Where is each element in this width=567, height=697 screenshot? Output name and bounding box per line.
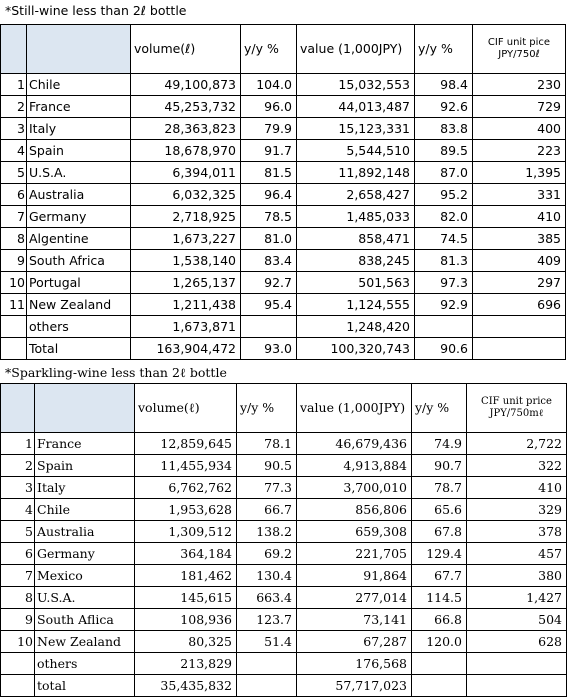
sparkling-wine-title: *Sparkling-wine less than 2ℓ bottle (5, 365, 227, 380)
value-cell: 659,308 (297, 521, 412, 543)
yy-value-cell: 74.9 (412, 433, 467, 455)
yy-volume-cell: 90.5 (237, 455, 297, 477)
cif-price-cell: 457 (467, 543, 567, 565)
value-cell: 5,544,510 (297, 140, 415, 162)
yy-volume-cell: 93.0 (241, 338, 297, 360)
table-row (1, 96, 566, 118)
yy-value-cell: 67.7 (412, 565, 467, 587)
table-row (1, 609, 567, 631)
sparkling-wine-table (0, 383, 567, 697)
rank-cell: 6 (1, 184, 27, 206)
country-cell: France (27, 96, 131, 118)
volume-cell: 2,718,925 (131, 206, 241, 228)
country-cell: New Zealand (35, 631, 135, 653)
volume-cell: 6,762,762 (135, 477, 237, 499)
rank-cell: 2 (1, 455, 35, 477)
country-cell: Algentine (27, 228, 131, 250)
rank-cell (1, 338, 27, 360)
cif-header-line2: JPY/750mℓ (489, 408, 544, 419)
volume-header: volume(ℓ) (135, 384, 237, 433)
country-cell: Chile (27, 74, 131, 96)
cif-price-cell: 378 (467, 521, 567, 543)
table-row (1, 74, 566, 96)
yy-value-cell: 74.5 (415, 228, 473, 250)
yy-value-cell (412, 675, 467, 697)
country-cell: Australia (27, 184, 131, 206)
cif-price-cell: 385 (473, 228, 566, 250)
cif-price-cell: 410 (473, 206, 566, 228)
yy-volume-cell: 81.5 (241, 162, 297, 184)
volume-cell: 1,211,438 (131, 294, 241, 316)
table-row (1, 433, 567, 455)
volume-cell: 6,394,011 (131, 162, 241, 184)
yy-volume-cell: 92.7 (241, 272, 297, 294)
volume-cell: 49,100,873 (131, 74, 241, 96)
table-row (1, 565, 567, 587)
volume-cell: 364,184 (135, 543, 237, 565)
header-row (1, 384, 567, 433)
country-cell: Chile (35, 499, 135, 521)
cif-price-cell (467, 675, 567, 697)
yy-volume-cell: 51.4 (237, 631, 297, 653)
country-cell: others (35, 653, 135, 675)
yy-value-cell: 90.6 (415, 338, 473, 360)
rank-cell: 4 (1, 499, 35, 521)
value-cell: 3,700,010 (297, 477, 412, 499)
rank-cell: 9 (1, 250, 27, 272)
cif-header-line1: CIF unit pice (487, 37, 551, 48)
yy-value-cell: 129.4 (412, 543, 467, 565)
table-row (1, 543, 567, 565)
yy-volume-cell: 663.4 (237, 587, 297, 609)
country-cell: Australia (35, 521, 135, 543)
rank-cell (1, 675, 35, 697)
yy-value-cell: 97.3 (415, 272, 473, 294)
yy-volume-cell: 95.4 (241, 294, 297, 316)
country-cell: total (35, 675, 135, 697)
rank-cell: 4 (1, 140, 27, 162)
table-row (1, 675, 567, 697)
rank-cell: 8 (1, 228, 27, 250)
yy-value-cell: 87.0 (415, 162, 473, 184)
yy-volume-cell: 96.4 (241, 184, 297, 206)
cif-price-cell: 230 (473, 74, 566, 96)
yy-volume-cell: 96.0 (241, 96, 297, 118)
volume-cell: 145,615 (135, 587, 237, 609)
volume-cell: 1,953,628 (135, 499, 237, 521)
value-cell: 1,124,555 (297, 294, 415, 316)
yy-value-cell: 95.2 (415, 184, 473, 206)
rank-cell: 2 (1, 96, 27, 118)
volume-cell: 28,363,823 (131, 118, 241, 140)
yy-value-header: y/y % (415, 25, 473, 74)
value-cell: 176,568 (297, 653, 412, 675)
cif-unit-price-header (473, 25, 566, 74)
table-row (1, 653, 567, 675)
cif-price-cell: 400 (473, 118, 566, 140)
volume-cell: 80,325 (135, 631, 237, 653)
table-row (1, 338, 566, 360)
volume-cell: 12,859,645 (135, 433, 237, 455)
yy-value-cell: 89.5 (415, 140, 473, 162)
table-row (1, 631, 567, 653)
yy-volume-cell: 91.7 (241, 140, 297, 162)
table-row (1, 140, 566, 162)
country-cell: U.S.A. (27, 162, 131, 184)
cif-price-cell (467, 653, 567, 675)
yy-value-cell: 120.0 (412, 631, 467, 653)
value-cell: 44,013,487 (297, 96, 415, 118)
table-row (1, 118, 566, 140)
volume-cell: 1,265,137 (131, 272, 241, 294)
value-header: value (1,000JPY) (297, 25, 415, 74)
cif-price-cell: 223 (473, 140, 566, 162)
volume-cell: 1,309,512 (135, 521, 237, 543)
cif-price-cell (473, 316, 566, 338)
value-cell: 277,014 (297, 587, 412, 609)
rank-cell: 11 (1, 294, 27, 316)
table-row (1, 587, 567, 609)
cif-price-cell: 409 (473, 250, 566, 272)
yy-volume-cell: 78.5 (241, 206, 297, 228)
volume-cell: 1,673,227 (131, 228, 241, 250)
yy-value-cell: 81.3 (415, 250, 473, 272)
table-row (1, 206, 566, 228)
table-row (1, 316, 566, 338)
value-header: value (1,000JPY) (297, 384, 412, 433)
yy-volume-cell: 78.1 (237, 433, 297, 455)
country-cell: Spain (35, 455, 135, 477)
value-cell: 1,248,420 (297, 316, 415, 338)
value-cell: 91,864 (297, 565, 412, 587)
rank-cell: 3 (1, 477, 35, 499)
volume-cell: 11,455,934 (135, 455, 237, 477)
yy-value-header: y/y % (412, 384, 467, 433)
yy-value-cell: 92.9 (415, 294, 473, 316)
yy-volume-cell (241, 316, 297, 338)
yy-value-cell (415, 316, 473, 338)
country-cell: New Zealand (27, 294, 131, 316)
cif-price-cell: 329 (467, 499, 567, 521)
blank-header-cell (1, 25, 27, 74)
yy-volume-header: y/y % (241, 25, 297, 74)
table-row (1, 521, 567, 543)
yy-value-cell: 92.6 (415, 96, 473, 118)
country-cell: Spain (27, 140, 131, 162)
yy-value-cell: 66.8 (412, 609, 467, 631)
country-cell: U.S.A. (35, 587, 135, 609)
rank-cell: 9 (1, 609, 35, 631)
value-cell: 100,320,743 (297, 338, 415, 360)
value-cell: 4,913,884 (297, 455, 412, 477)
table-row (1, 477, 567, 499)
rank-cell: 5 (1, 162, 27, 184)
table-row (1, 250, 566, 272)
volume-header: volume(ℓ) (131, 25, 241, 74)
header-row (1, 25, 566, 74)
cif-price-cell: 410 (467, 477, 567, 499)
volume-cell: 163,904,472 (131, 338, 241, 360)
yy-volume-cell: 130.4 (237, 565, 297, 587)
cif-price-cell: 322 (467, 455, 567, 477)
value-cell: 11,892,148 (297, 162, 415, 184)
country-cell: Germany (35, 543, 135, 565)
yy-value-cell: 83.8 (415, 118, 473, 140)
country-cell: France (35, 433, 135, 455)
cif-header-line2: JPY/750ℓ (498, 49, 540, 60)
rank-cell (1, 653, 35, 675)
cif-price-cell: 1,427 (467, 587, 567, 609)
value-cell: 2,658,427 (297, 184, 415, 206)
table-row (1, 162, 566, 184)
value-cell: 73,141 (297, 609, 412, 631)
cif-header-line1: CIF unit price (481, 396, 552, 407)
yy-value-cell: 98.4 (415, 74, 473, 96)
yy-value-cell: 67.8 (412, 521, 467, 543)
cif-price-cell: 504 (467, 609, 567, 631)
cif-price-cell: 380 (467, 565, 567, 587)
yy-volume-cell: 138.2 (237, 521, 297, 543)
volume-cell: 1,538,140 (131, 250, 241, 272)
value-cell: 838,245 (297, 250, 415, 272)
country-cell: Germany (27, 206, 131, 228)
yy-volume-cell: 69.2 (237, 543, 297, 565)
still-wine-title: *Still-wine less than 2ℓ bottle (5, 3, 187, 18)
value-cell: 15,032,553 (297, 74, 415, 96)
rank-cell: 10 (1, 272, 27, 294)
country-cell: Portugal (27, 272, 131, 294)
yy-volume-cell (237, 653, 297, 675)
value-cell: 1,485,033 (297, 206, 415, 228)
rank-cell: 1 (1, 74, 27, 96)
yy-volume-cell: 123.7 (237, 609, 297, 631)
cif-price-cell: 1,395 (473, 162, 566, 184)
country-cell: Mexico (35, 565, 135, 587)
value-cell: 501,563 (297, 272, 415, 294)
table-row (1, 294, 566, 316)
volume-cell: 213,829 (135, 653, 237, 675)
cif-price-cell: 696 (473, 294, 566, 316)
cif-price-cell: 729 (473, 96, 566, 118)
country-cell: Italy (27, 118, 131, 140)
volume-cell: 6,032,325 (131, 184, 241, 206)
rank-cell (1, 316, 27, 338)
value-cell: 221,705 (297, 543, 412, 565)
cif-price-cell: 297 (473, 272, 566, 294)
rank-cell: 3 (1, 118, 27, 140)
volume-cell: 108,936 (135, 609, 237, 631)
yy-volume-cell: 83.4 (241, 250, 297, 272)
cif-price-cell: 331 (473, 184, 566, 206)
yy-volume-cell: 77.3 (237, 477, 297, 499)
rank-cell: 1 (1, 433, 35, 455)
cif-price-cell (473, 338, 566, 360)
table-row (1, 184, 566, 206)
yy-value-cell: 90.7 (412, 455, 467, 477)
volume-cell: 1,673,871 (131, 316, 241, 338)
rank-cell: 5 (1, 521, 35, 543)
rank-cell: 6 (1, 543, 35, 565)
blank-header-cell (1, 384, 35, 433)
value-cell: 858,471 (297, 228, 415, 250)
yy-value-cell: 82.0 (415, 206, 473, 228)
volume-cell: 18,678,970 (131, 140, 241, 162)
table-row (1, 455, 567, 477)
rank-cell: 7 (1, 565, 35, 587)
country-cell: others (27, 316, 131, 338)
table-row (1, 228, 566, 250)
value-cell: 15,123,331 (297, 118, 415, 140)
country-cell: South Africa (27, 250, 131, 272)
volume-cell: 35,435,832 (135, 675, 237, 697)
blank-header-cell (35, 384, 135, 433)
rank-cell: 7 (1, 206, 27, 228)
yy-volume-header: y/y % (237, 384, 297, 433)
yy-volume-cell: 81.0 (241, 228, 297, 250)
volume-cell: 181,462 (135, 565, 237, 587)
rank-cell: 8 (1, 587, 35, 609)
value-cell: 57,717,023 (297, 675, 412, 697)
yy-volume-cell: 104.0 (241, 74, 297, 96)
yy-value-cell: 78.7 (412, 477, 467, 499)
rank-cell: 10 (1, 631, 35, 653)
yy-value-cell: 65.6 (412, 499, 467, 521)
country-cell: South Aflica (35, 609, 135, 631)
country-cell: Total (27, 338, 131, 360)
value-cell: 856,806 (297, 499, 412, 521)
still-wine-table (0, 24, 566, 360)
blank-header-cell (27, 25, 131, 74)
cif-price-cell: 628 (467, 631, 567, 653)
cif-unit-price-header (467, 384, 567, 433)
country-cell: Italy (35, 477, 135, 499)
yy-volume-cell: 66.7 (237, 499, 297, 521)
value-cell: 46,679,436 (297, 433, 412, 455)
yy-volume-cell: 79.9 (241, 118, 297, 140)
table-row (1, 499, 567, 521)
value-cell: 67,287 (297, 631, 412, 653)
yy-value-cell: 114.5 (412, 587, 467, 609)
yy-value-cell (412, 653, 467, 675)
cif-price-cell: 2,722 (467, 433, 567, 455)
volume-cell: 45,253,732 (131, 96, 241, 118)
yy-volume-cell (237, 675, 297, 697)
table-row (1, 272, 566, 294)
